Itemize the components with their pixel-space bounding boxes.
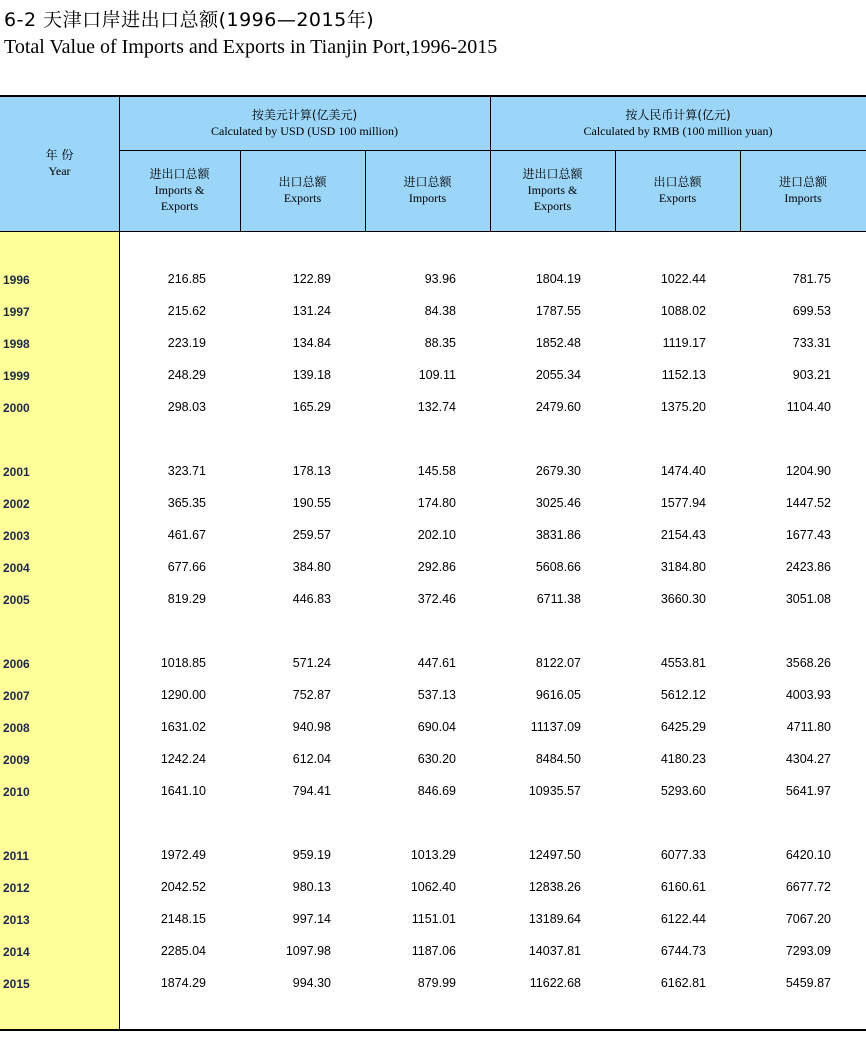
value-cell: 819.29 bbox=[167, 592, 206, 606]
value-cell: 223.19 bbox=[167, 336, 206, 350]
usd-total-header bbox=[119, 166, 240, 214]
header-bottom-rule bbox=[0, 231, 866, 232]
value-cell: 14037.81 bbox=[528, 944, 581, 958]
year-cell: 2010 bbox=[3, 785, 30, 799]
value-cell: 6711.38 bbox=[536, 592, 581, 606]
usd-export-header bbox=[240, 174, 365, 206]
value-cell: 3831.86 bbox=[535, 528, 581, 542]
value-cell: 134.84 bbox=[292, 336, 331, 350]
value-cell: 6744.73 bbox=[660, 944, 706, 958]
value-cell: 447.61 bbox=[417, 656, 456, 670]
year-header-en: Year bbox=[48, 164, 71, 178]
usd-import-header bbox=[365, 174, 490, 206]
rmb-export-en: Exports bbox=[658, 191, 697, 205]
value-cell: 4553.81 bbox=[660, 656, 706, 670]
value-cell: 3051.08 bbox=[785, 592, 831, 606]
year-cell: 1996 bbox=[3, 273, 30, 287]
value-cell: 131.24 bbox=[292, 304, 331, 318]
value-cell: 1187.06 bbox=[411, 944, 456, 958]
year-cell: 2002 bbox=[3, 497, 30, 511]
value-cell: 846.69 bbox=[417, 784, 456, 798]
top-rule bbox=[0, 95, 866, 97]
value-cell: 323.71 bbox=[167, 464, 206, 478]
value-cell: 372.46 bbox=[417, 592, 456, 606]
rmb-group-header bbox=[490, 107, 866, 139]
value-cell: 2154.43 bbox=[660, 528, 706, 542]
year-cell: 2003 bbox=[3, 529, 30, 543]
value-cell: 1874.29 bbox=[160, 976, 206, 990]
value-cell: 7067.20 bbox=[785, 912, 831, 926]
value-cell: 1151.01 bbox=[411, 912, 456, 926]
rmb-import-header bbox=[740, 174, 866, 206]
value-cell: 93.96 bbox=[424, 272, 456, 286]
year-cell: 2009 bbox=[3, 753, 30, 767]
value-cell: 12838.26 bbox=[528, 880, 581, 894]
value-cell: 5293.60 bbox=[660, 784, 706, 798]
year-cell: 2008 bbox=[3, 721, 30, 735]
value-cell: 1641.10 bbox=[160, 784, 206, 798]
value-cell: 84.38 bbox=[424, 304, 456, 318]
rmb-total-en2: Exports bbox=[533, 199, 572, 213]
value-cell: 781.75 bbox=[792, 272, 831, 286]
year-cell: 2014 bbox=[3, 945, 30, 959]
value-cell: 8122.07 bbox=[535, 656, 581, 670]
year-cell: 1997 bbox=[3, 305, 30, 319]
value-cell: 122.89 bbox=[292, 272, 331, 286]
value-cell: 6420.10 bbox=[785, 848, 831, 862]
year-cell: 2004 bbox=[3, 561, 30, 575]
value-cell: 1787.55 bbox=[535, 304, 581, 318]
value-cell: 997.14 bbox=[292, 912, 331, 926]
value-cell: 6425.29 bbox=[660, 720, 706, 734]
value-cell: 9616.05 bbox=[535, 688, 581, 702]
value-cell: 903.21 bbox=[792, 368, 831, 382]
usd-group-cn: 按美元计算(亿美元) bbox=[251, 108, 358, 122]
value-cell: 174.80 bbox=[417, 496, 456, 510]
value-cell: 259.57 bbox=[292, 528, 331, 542]
value-cell: 994.30 bbox=[292, 976, 331, 990]
value-cell: 384.80 bbox=[292, 560, 331, 574]
usd-export-en: Exports bbox=[283, 191, 322, 205]
value-cell: 3025.46 bbox=[535, 496, 581, 510]
value-cell: 215.62 bbox=[167, 304, 206, 318]
value-cell: 2148.15 bbox=[160, 912, 206, 926]
value-cell: 5641.97 bbox=[785, 784, 831, 798]
value-cell: 10935.57 bbox=[528, 784, 581, 798]
value-cell: 216.85 bbox=[167, 272, 206, 286]
value-cell: 1447.52 bbox=[785, 496, 831, 510]
header-mid-rule bbox=[119, 150, 866, 151]
value-cell: 248.29 bbox=[167, 368, 206, 382]
value-cell: 1677.43 bbox=[785, 528, 831, 542]
value-cell: 132.74 bbox=[417, 400, 456, 414]
year-cell: 2013 bbox=[3, 913, 30, 927]
value-cell: 2285.04 bbox=[160, 944, 206, 958]
value-cell: 6077.33 bbox=[660, 848, 706, 862]
rmb-export-cn: 出口总额 bbox=[653, 175, 702, 189]
value-cell: 6160.61 bbox=[660, 880, 706, 894]
value-cell: 794.41 bbox=[292, 784, 331, 798]
value-cell: 6162.81 bbox=[660, 976, 706, 990]
value-cell: 752.87 bbox=[292, 688, 331, 702]
value-cell: 11622.68 bbox=[529, 976, 581, 990]
value-cell: 88.35 bbox=[424, 336, 456, 350]
value-cell: 1013.29 bbox=[410, 848, 456, 862]
value-cell: 2042.52 bbox=[160, 880, 206, 894]
value-cell: 733.31 bbox=[792, 336, 831, 350]
value-cell: 699.53 bbox=[792, 304, 831, 318]
value-cell: 109.11 bbox=[418, 368, 456, 382]
value-cell: 13189.64 bbox=[528, 912, 581, 926]
value-cell: 4711.80 bbox=[786, 720, 831, 734]
value-cell: 1290.00 bbox=[160, 688, 206, 702]
value-cell: 4180.23 bbox=[660, 752, 706, 766]
usd-import-cn: 进口总额 bbox=[403, 175, 452, 189]
usd-total-en2: Exports bbox=[160, 199, 199, 213]
usd-group-header bbox=[119, 107, 490, 139]
year-cell: 2007 bbox=[3, 689, 30, 703]
value-cell: 1242.24 bbox=[160, 752, 206, 766]
value-cell: 5459.87 bbox=[785, 976, 831, 990]
usd-total-cn: 进出口总额 bbox=[149, 167, 210, 181]
value-cell: 298.03 bbox=[167, 400, 206, 414]
table-title-en: Total Value of Imports and Exports in Tianjin Port,1996-2015 bbox=[4, 36, 498, 58]
rmb-import-cn: 进口总额 bbox=[778, 175, 827, 189]
value-cell: 12497.50 bbox=[528, 848, 581, 862]
rmb-total-cn: 进出口总额 bbox=[522, 167, 583, 181]
value-cell: 292.86 bbox=[417, 560, 456, 574]
value-cell: 1152.13 bbox=[661, 368, 706, 382]
value-cell: 630.20 bbox=[417, 752, 456, 766]
value-cell: 5608.66 bbox=[535, 560, 581, 574]
usd-group-en: Calculated by USD (USD 100 million) bbox=[211, 124, 398, 138]
value-cell: 1804.19 bbox=[535, 272, 581, 286]
table-title-cn: 6-2 天津口岸进出口总额(1996—2015年) bbox=[4, 9, 375, 31]
rmb-import-en: Imports bbox=[784, 191, 822, 205]
year-cell: 2006 bbox=[3, 657, 30, 671]
value-cell: 7293.09 bbox=[785, 944, 831, 958]
value-cell: 365.35 bbox=[167, 496, 206, 510]
value-cell: 537.13 bbox=[417, 688, 456, 702]
year-cell: 1999 bbox=[3, 369, 30, 383]
value-cell: 11137.09 bbox=[530, 720, 581, 734]
value-cell: 5612.12 bbox=[660, 688, 706, 702]
value-cell: 1631.02 bbox=[160, 720, 206, 734]
value-cell: 202.10 bbox=[417, 528, 456, 542]
year-cell: 2011 bbox=[3, 849, 30, 863]
value-cell: 2679.30 bbox=[535, 464, 581, 478]
value-cell: 4304.27 bbox=[785, 752, 831, 766]
value-cell: 879.99 bbox=[417, 976, 456, 990]
value-cell: 3568.26 bbox=[785, 656, 831, 670]
value-cell: 165.29 bbox=[292, 400, 331, 414]
value-cell: 1018.85 bbox=[160, 656, 206, 670]
usd-total-en1: Imports & bbox=[154, 183, 205, 197]
value-cell: 1972.49 bbox=[160, 848, 206, 862]
value-cell: 959.19 bbox=[292, 848, 331, 862]
value-cell: 1022.44 bbox=[660, 272, 706, 286]
value-cell: 2055.34 bbox=[535, 368, 581, 382]
rmb-total-header bbox=[490, 166, 615, 214]
value-cell: 145.58 bbox=[417, 464, 456, 478]
year-cell: 2012 bbox=[3, 881, 30, 895]
value-cell: 1474.40 bbox=[660, 464, 706, 478]
value-cell: 1375.20 bbox=[660, 400, 706, 414]
year-header-cn: 年 份 bbox=[45, 148, 74, 162]
usd-export-cn: 出口总额 bbox=[278, 175, 327, 189]
value-cell: 940.98 bbox=[292, 720, 331, 734]
rmb-export-header bbox=[615, 174, 740, 206]
value-cell: 1204.90 bbox=[785, 464, 831, 478]
bottom-rule bbox=[0, 1029, 866, 1031]
value-cell: 612.04 bbox=[292, 752, 331, 766]
value-cell: 2423.86 bbox=[785, 560, 831, 574]
value-cell: 1852.48 bbox=[535, 336, 581, 350]
value-cell: 190.55 bbox=[292, 496, 331, 510]
value-cell: 6677.72 bbox=[785, 880, 831, 894]
year-header bbox=[0, 147, 119, 179]
value-cell: 8484.50 bbox=[535, 752, 581, 766]
value-cell: 1577.94 bbox=[660, 496, 706, 510]
value-cell: 677.66 bbox=[167, 560, 206, 574]
year-cell: 2001 bbox=[3, 465, 30, 479]
rmb-group-en: Calculated by RMB (100 million yuan) bbox=[583, 124, 773, 138]
value-cell: 3660.30 bbox=[660, 592, 706, 606]
year-cell: 2000 bbox=[3, 401, 30, 415]
value-cell: 178.13 bbox=[292, 464, 331, 478]
value-cell: 3184.80 bbox=[660, 560, 706, 574]
value-cell: 2479.60 bbox=[535, 400, 581, 414]
value-cell: 571.24 bbox=[292, 656, 331, 670]
value-cell: 690.04 bbox=[417, 720, 456, 734]
rmb-total-en1: Imports & bbox=[527, 183, 578, 197]
value-cell: 980.13 bbox=[292, 880, 331, 894]
value-cell: 139.18 bbox=[292, 368, 331, 382]
year-cell: 1998 bbox=[3, 337, 30, 351]
value-cell: 1119.17 bbox=[662, 336, 706, 350]
value-cell: 1097.98 bbox=[285, 944, 331, 958]
rmb-group-cn: 按人民币计算(亿元) bbox=[625, 108, 731, 122]
value-cell: 446.83 bbox=[292, 592, 331, 606]
value-cell: 1088.02 bbox=[660, 304, 706, 318]
value-cell: 1062.40 bbox=[410, 880, 456, 894]
value-cell: 6122.44 bbox=[660, 912, 706, 926]
value-cell: 461.67 bbox=[167, 528, 206, 542]
year-cell: 2005 bbox=[3, 593, 30, 607]
year-cell: 2015 bbox=[3, 977, 30, 991]
value-cell: 4003.93 bbox=[785, 688, 831, 702]
usd-import-en: Imports bbox=[408, 191, 447, 205]
value-cell: 1104.40 bbox=[786, 400, 831, 414]
